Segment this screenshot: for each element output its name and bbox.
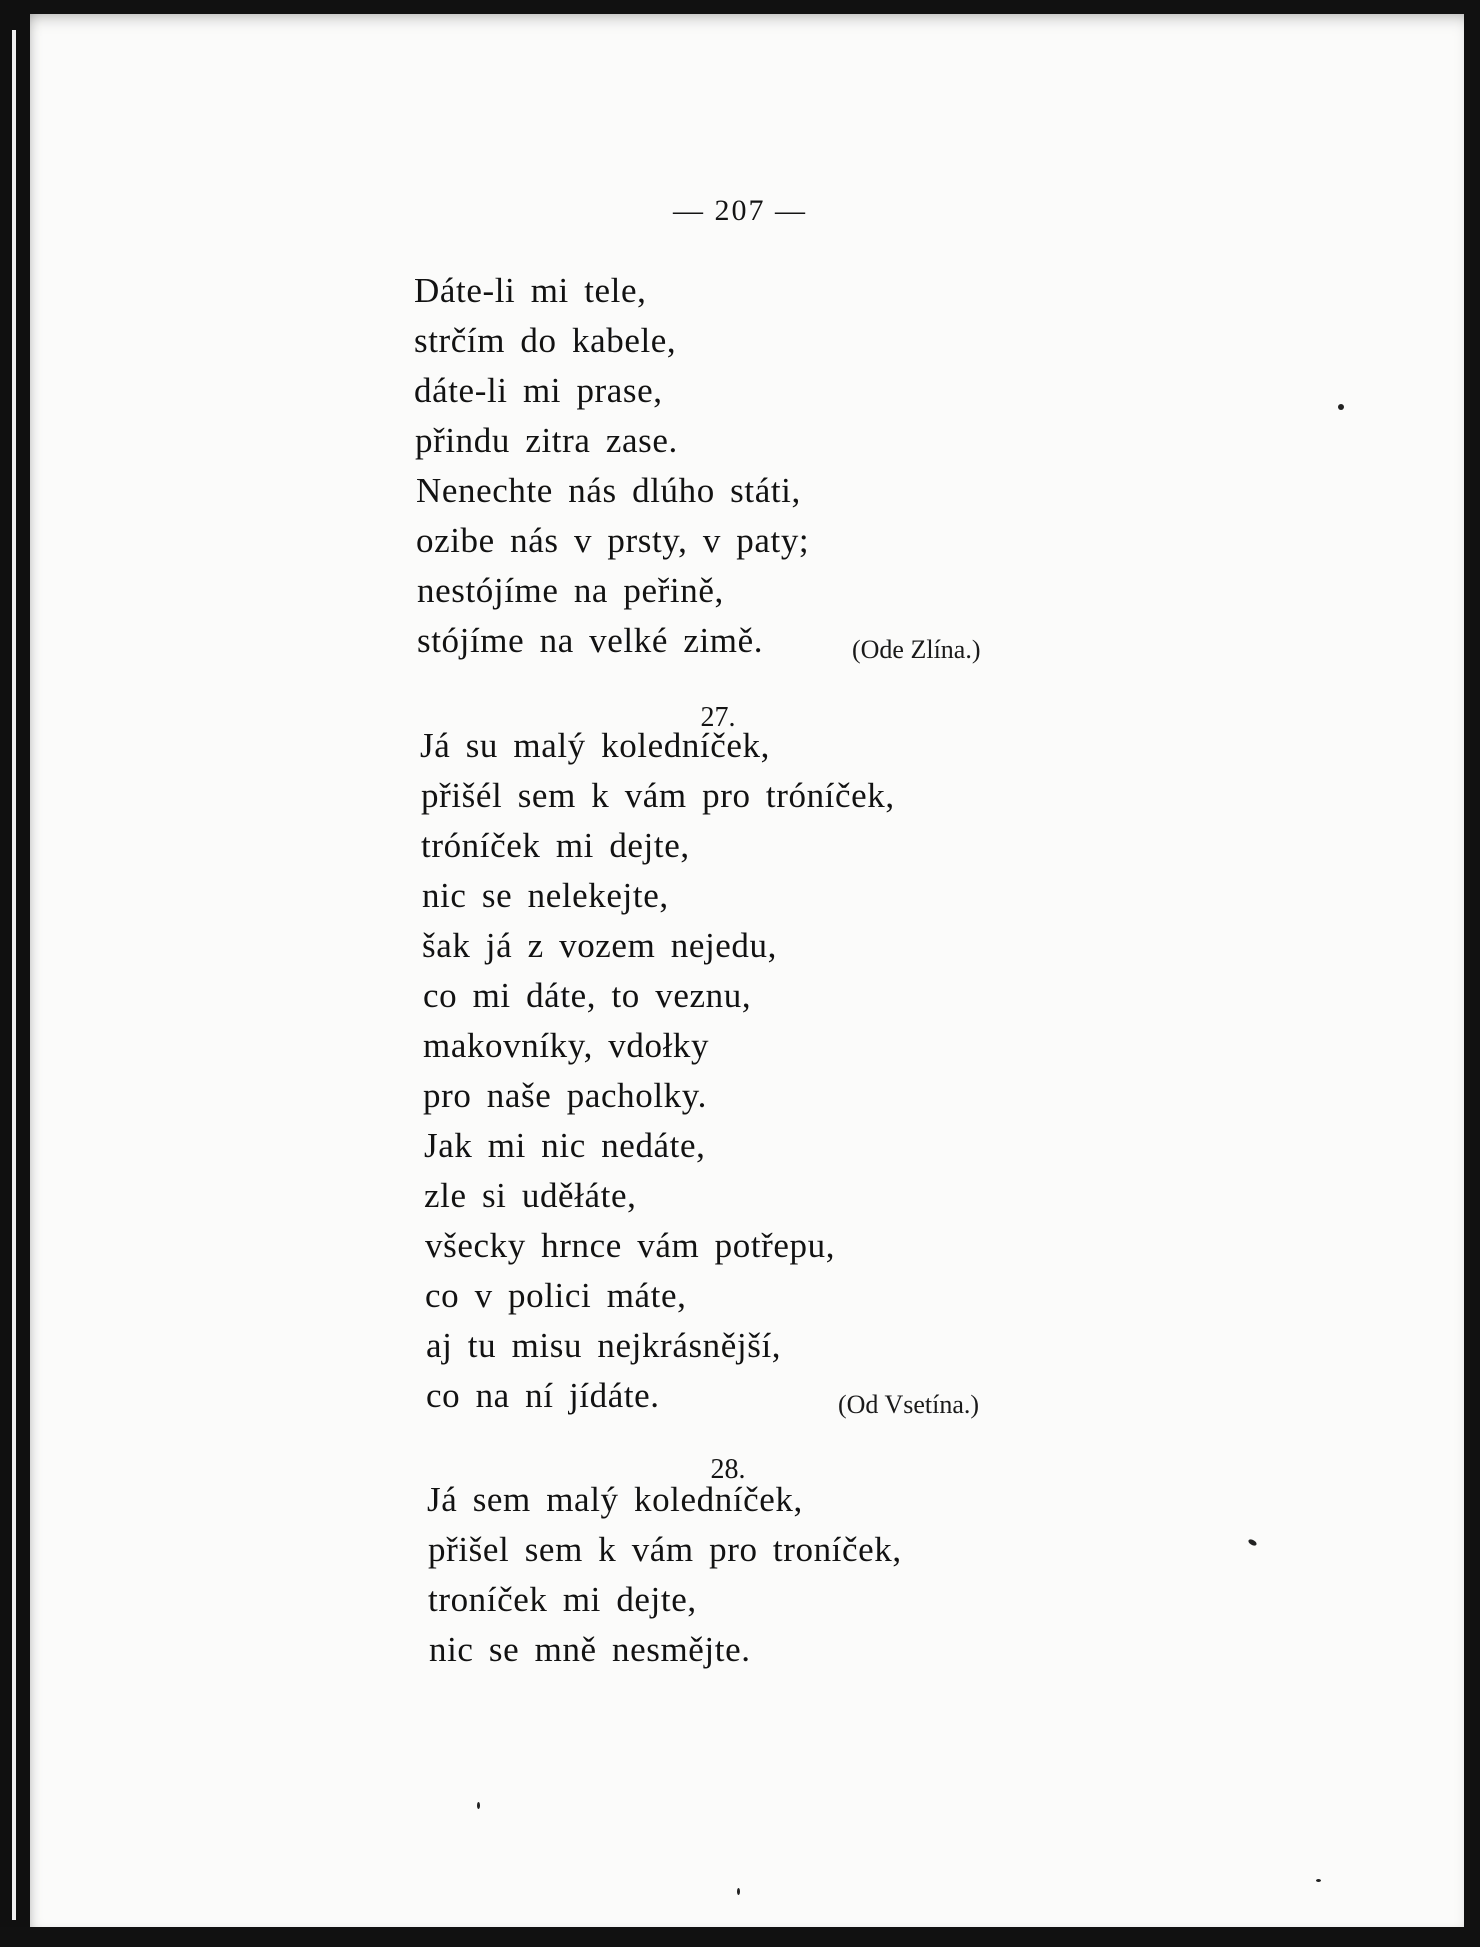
poem-line: zle si uděłáte, [424,1176,637,1215]
poem-line: aj tu misu nejkrásnější, [426,1326,782,1365]
poem-line: stójíme na velké zimě. [417,621,764,660]
poem-line: makovníky, vdołky [423,1026,710,1065]
poem-line: Já sem malý koledníček, [427,1480,803,1519]
poem-line: co na ní jídáte. [426,1376,660,1415]
poem-line: strčím do kabele, [414,321,677,360]
poem-line: pro naše pacholky. [423,1076,707,1115]
poem-line: tróníček mi dejte, [421,826,690,865]
dust-speck [1338,404,1344,410]
poem-source: (Ode Zlína.) [852,635,981,664]
book-page [30,14,1464,1927]
poem-line: co v polici máte, [425,1276,687,1315]
poem-line: přišel sem k vám pro troníček, [428,1530,902,1569]
scan-border-left [0,0,30,1947]
scan-border-top [0,0,1480,14]
poem-number: 27. [700,702,736,733]
dust-speck [737,1888,740,1895]
scan-border-right [1464,0,1480,1947]
poem-line: přindu zitra zase. [415,421,678,460]
poem-line: co mi dáte, to veznu, [423,976,752,1015]
page-number: — 207 — [673,194,807,227]
poem-line: přišél sem k vám pro tróníček, [421,776,895,815]
poem-line: troníček mi dejte, [428,1580,697,1619]
dust-speck [477,1802,480,1809]
poem-line: Jak mi nic nedáte, [424,1126,706,1165]
scan-page-edge [12,30,16,1920]
dust-speck [1316,1879,1321,1882]
scan-border-bottom [0,1927,1480,1947]
poem-line: dáte-li mi prase, [414,371,663,410]
dust-speck [1247,1538,1257,1547]
poem-number: 28. [710,1454,746,1485]
poem-line: nic se mně nesmějte. [429,1630,751,1669]
poem-line: nestójíme na peřině, [417,571,724,610]
poem-line: Dáte-li mi tele, [414,271,647,310]
poem-line: Nenechte nás dlúho státi, [416,471,801,510]
poem-line: nic se nelekejte, [422,876,669,915]
poem-line: šak já z vozem nejedu, [422,926,777,965]
poem-line: ozibe nás v prsty, v paty; [416,521,810,560]
poem-source: (Od Vsetína.) [838,1390,980,1419]
poem-line: všecky hrnce vám potřepu, [425,1226,836,1265]
poem-line: Já su malý koledníček, [420,726,771,765]
